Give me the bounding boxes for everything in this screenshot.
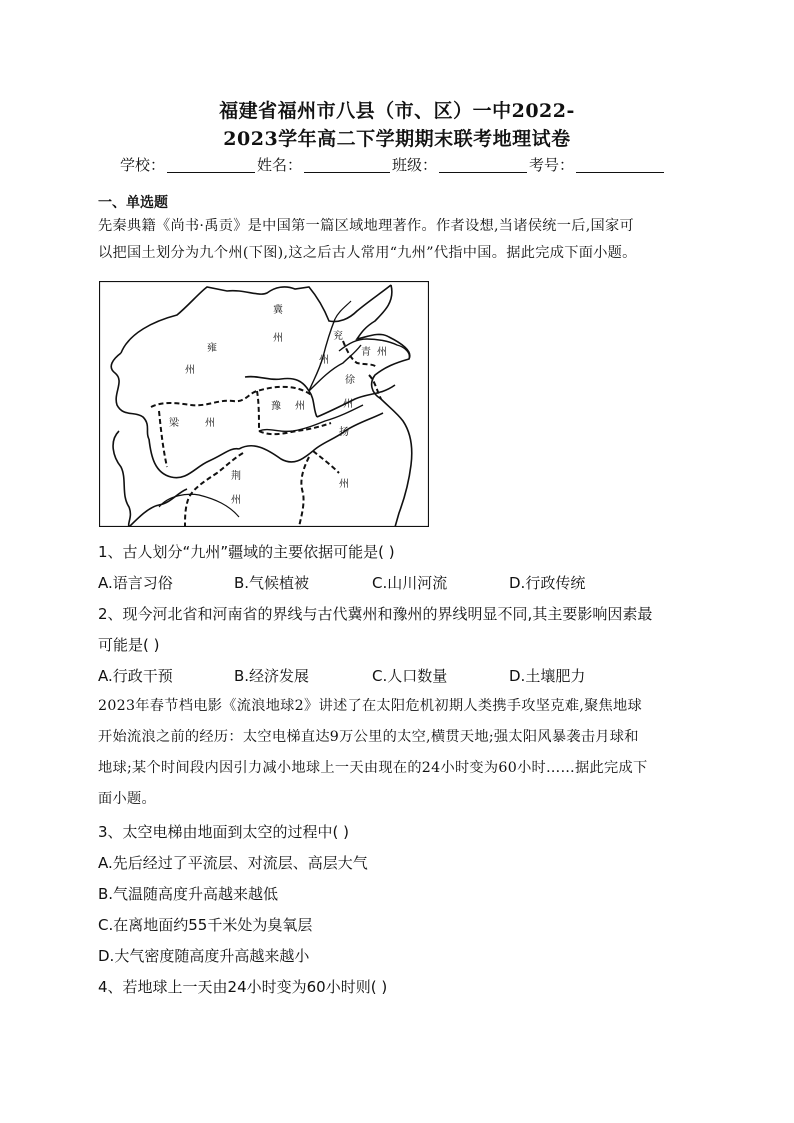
map-label-yan-zhou: 州 (319, 355, 329, 366)
question-3-stem: 3、太空电梯由地面到太空的过程中( ) (98, 823, 350, 841)
q1-option-a[interactable]: A.语言习俗 (98, 574, 173, 592)
map-label-yang-zhou: 州 (339, 479, 349, 490)
q3-option-d[interactable]: D.大气密度随高度升高越来越小 (98, 947, 310, 965)
map-label-qing-zhou: 州 (377, 347, 387, 358)
exam-title-line2: 2023学年高二下学期期末联考地理试卷 (223, 128, 571, 150)
student-info-row (120, 154, 680, 175)
map-label-liang-zhou: 州 (205, 418, 215, 429)
question-4-stem: 4、若地球上一天由24小时变为60小时则( ) (98, 978, 388, 996)
q2-option-b[interactable]: B.经济发展 (234, 667, 310, 685)
map-label-yang: 扬 (339, 427, 349, 438)
school-field[interactable] (167, 158, 255, 173)
name-field[interactable] (304, 158, 390, 173)
q3-option-b[interactable]: B.气温随高度升高越来越低 (98, 885, 279, 903)
q1-option-c[interactable]: C.山川河流 (372, 574, 448, 592)
map-label-qing: 青 (361, 347, 371, 358)
map-label-xu-zhou: 州 (343, 399, 353, 410)
map-label-yong: 雍 (207, 343, 217, 354)
question-1-stem: 1、古人划分“九州”疆域的主要依据可能是( ) (98, 543, 395, 561)
passage-1-line2: 以把国土划分为九个州(下图),这之后古人常用“九州”代指中国。据此完成下面小题。 (98, 245, 637, 261)
passage-2-line2: 开始流浪之前的经历：太空电梯直达9万公里的太空,横贯天地;强太阳风暴袭击月球和 (98, 729, 639, 745)
section-title: 一、单选题 (98, 195, 168, 211)
map-label-yu: 豫 (271, 401, 281, 412)
map-label-ji-zhou: 州 (273, 333, 283, 344)
exam-no-label: 考号： (529, 156, 575, 174)
map-label-jing-zhou: 州 (231, 495, 241, 506)
exam-no-field[interactable] (576, 158, 664, 173)
q3-option-c[interactable]: C.在离地面约55千米处为臭氧层 (98, 916, 313, 934)
passage-2-line1: 2023年春节档电影《流浪地球2》讲述了在太阳危机初期人类携手攻坚克难,聚焦地球 (98, 698, 643, 714)
q3-option-a[interactable]: A.先后经过了平流层、对流层、高层大气 (98, 854, 368, 872)
passage-1-line1: 先秦典籍《尚书·禹贡》是中国第一篇区域地理著作。作者设想,当诸侯统一后,国家可 (98, 218, 634, 234)
map-label-yong-zhou: 州 (185, 365, 195, 376)
map-label-yan: 兖 (333, 331, 343, 342)
q2-option-c[interactable]: C.人口数量 (372, 667, 448, 685)
map-label-yu-zhou: 州 (295, 401, 305, 412)
question-2-stem-line2: 可能是( ) (98, 636, 160, 654)
passage-1 (98, 213, 698, 267)
passage-2-line3: 地球;某个时间段内因引力减小地球上一天由现在的24小时变为60小时……据此完成下 (98, 760, 648, 776)
exam-title-line1: 福建省福州市八县（市、区）一中2022- (219, 100, 575, 122)
q2-option-d[interactable]: D.土壤肥力 (509, 667, 586, 685)
q1-option-d[interactable]: D.行政传统 (509, 574, 586, 592)
passage-2 (98, 691, 698, 815)
name-label: 姓名： (257, 156, 303, 174)
map-label-liang: 梁 (169, 418, 179, 429)
map-figure (99, 281, 429, 527)
school-label: 学校： (120, 156, 166, 174)
map-label-ji: 冀 (273, 305, 283, 316)
map-label-jing: 荆 (231, 471, 241, 482)
nine-provinces-map (99, 281, 429, 527)
map-label-xu: 徐 (345, 375, 355, 386)
q2-option-a[interactable]: A.行政干预 (98, 667, 173, 685)
class-field[interactable] (439, 158, 527, 173)
question-2-stem-line1: 2、现今河北省和河南省的界线与古代冀州和豫州的界线明显不同,其主要影响因素最 (98, 605, 653, 623)
passage-2-line4: 面小题。 (98, 791, 156, 807)
q1-option-b[interactable]: B.气候植被 (234, 574, 310, 592)
class-label: 班级： (392, 156, 438, 174)
